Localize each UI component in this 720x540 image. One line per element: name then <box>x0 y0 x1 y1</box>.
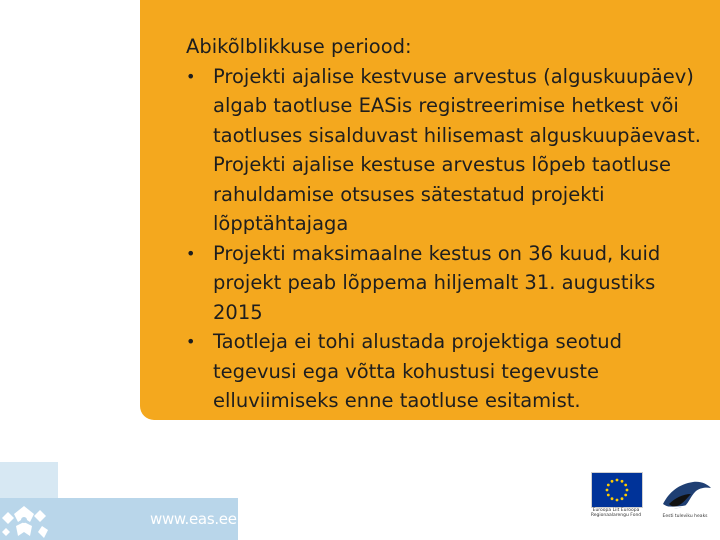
bullet-item: • Taotleja ei tohi alustada projektiga seotud tegevusi ega võtta kohustusi tegevuste elluviimiseks enne taotluse esitamist. <box>186 327 706 416</box>
slide-heading: Abikõlblikkuse periood: <box>186 35 412 58</box>
eas-logo-icon <box>0 500 52 540</box>
estonia-logo-caption: Eesti tuleviku heaks <box>662 514 708 519</box>
eu-logo-caption: Euroopa Liit Euroopa Regionaalarengu Fond <box>590 508 642 518</box>
estonia-logo <box>655 474 715 526</box>
eu-flag-icon <box>591 472 643 508</box>
bullet-item: • Projekti maksimaalne kestus on 36 kuud, kuid projekt peab lõppema hiljemalt 31. augustiks 2015 <box>186 239 706 328</box>
bullet-list <box>186 62 706 416</box>
footer-url-link[interactable]: www.eas.ee <box>150 510 237 528</box>
bullet-item: • Projekti ajalise kestvuse arvestus (alguskuupäev) algab taotluse EASis registreerimise hetkest või taotluses sisalduvast hilisemast alguskuupäevast. Projekti ajalise kestuse arvestus lõpeb taotluse rahuldamise otsuses sätestatud projekti lõpptähtajaga <box>186 62 706 239</box>
slide-content <box>186 32 706 416</box>
eu-logo <box>588 472 644 528</box>
estonia-swallow-icon <box>655 474 715 514</box>
